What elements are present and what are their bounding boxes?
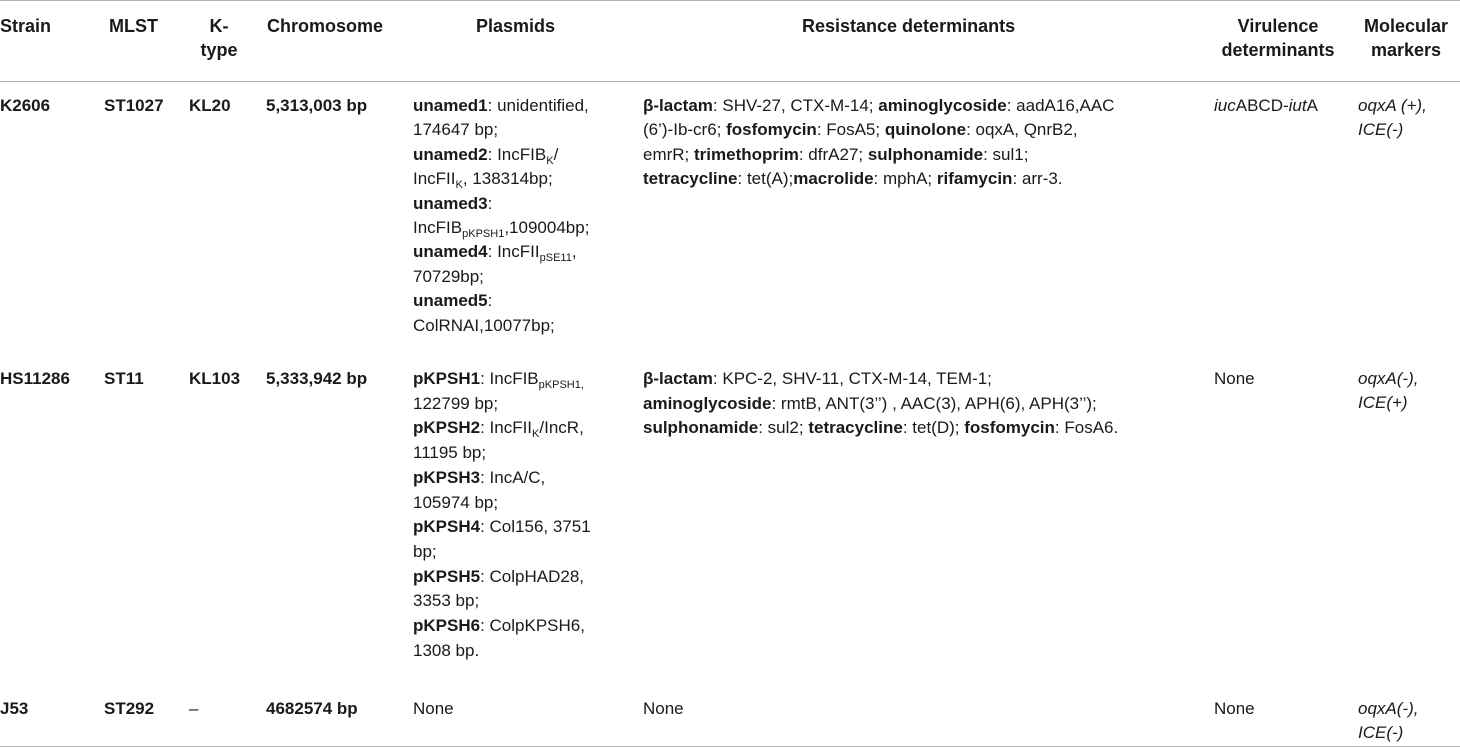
resistance-line <box>643 367 1118 392</box>
resistance-genes: : oqxA, QnrB2, <box>966 120 1078 140</box>
row1-chromosome: 5,313,003 bp <box>266 96 368 115</box>
resistance-genes: : SHV-27, CTX-M-14; <box>712 96 879 115</box>
plasmid-line: 122799 bp; <box>413 393 499 413</box>
row3-virulence: None <box>1214 699 1255 718</box>
header-resistance: Resistance determinants <box>802 16 1016 36</box>
plasmid-text: : IncFII <box>480 418 533 438</box>
plasmid-text: : IncFII <box>487 242 540 262</box>
virulence-gene: ABCD- <box>1235 96 1289 115</box>
row1-strain: K2606 <box>0 96 51 115</box>
marker-line: oqxA(-), <box>1358 699 1419 718</box>
header-molecular-line2: markers <box>1370 40 1442 60</box>
row2-plasmids <box>413 367 591 663</box>
resistance-genes: : FosA6. <box>1054 418 1119 437</box>
plasmid-line <box>413 367 591 392</box>
resistance-genes: : mphA; <box>873 169 937 189</box>
resistance-genes: : aadA16,AAC <box>1006 96 1115 115</box>
virulence-gene-italic: iut <box>1288 96 1307 115</box>
row2-chromosome: 5,333,942 bp <box>266 369 368 388</box>
plasmid-line <box>413 192 589 216</box>
plasmid-line <box>413 565 591 590</box>
plasmid-line <box>413 515 591 540</box>
plasmid-line: 105974 bp; <box>413 492 499 512</box>
resistance-genes: : FosA5; <box>816 120 885 140</box>
marker-line: oqxA(-), <box>1358 369 1419 388</box>
resistance-line <box>643 392 1118 417</box>
table-top-rule <box>0 0 1460 1</box>
plasmid-name: unamed5 <box>413 291 488 311</box>
marker-line: oqxA (+), <box>1358 96 1427 115</box>
row1-resistance <box>643 94 1114 192</box>
resistance-genes: : dfrA27; <box>798 144 868 164</box>
row2-markers <box>1358 367 1418 415</box>
header-ktype-line2: type <box>200 40 238 60</box>
plasmid-text: : ColpHAD28, <box>480 566 585 586</box>
resistance-genes: : tet(D); <box>902 418 965 437</box>
plasmid-line <box>413 614 591 639</box>
resistance-genes: : sul1; <box>983 144 1029 164</box>
resistance-genes: : rmtB, ANT(3’’) , AAC(3), APH(6), APH(3’’); <box>771 393 1097 413</box>
plasmid-subscript: pKPSH1, <box>538 379 584 391</box>
plasmid-name: pKPSH4 <box>413 517 481 537</box>
plasmid-line: ColRNAI,10077bp; <box>413 315 555 335</box>
plasmid-text: IncFII <box>413 169 456 189</box>
antibiotic-class: aminoglycoside <box>878 96 1007 115</box>
plasmid-text: , <box>571 242 577 262</box>
header-plasmids: Plasmids <box>476 16 556 36</box>
plasmid-line <box>413 289 589 313</box>
resistance-genes: : sul2; <box>758 418 809 437</box>
plasmid-line <box>413 466 591 491</box>
marker-line: ICE(+) <box>1358 393 1408 412</box>
resistance-line <box>643 143 1114 167</box>
plasmid-text: , 138314bp; <box>462 169 553 189</box>
plasmid-line: bp; <box>413 541 437 561</box>
row2-mlst: ST11 <box>104 369 144 388</box>
plasmid-subscript: K <box>532 428 540 441</box>
plasmid-text: /IncR, <box>539 418 584 438</box>
plasmid-line: 3353 bp; <box>413 591 480 611</box>
antibiotic-class: β-lactam <box>643 96 713 115</box>
antibiotic-class: aminoglycoside <box>643 393 772 413</box>
header-bottom-rule <box>0 81 1460 82</box>
plasmid-name: pKPSH3 <box>413 467 481 487</box>
row2-strain: HS11286 <box>0 369 70 388</box>
antibiotic-class: rifamycin <box>936 169 1013 189</box>
header-mlst: MLST <box>109 16 158 36</box>
virulence-gene-italic: iuc <box>1214 96 1236 115</box>
header-molecular <box>1358 14 1454 62</box>
antibiotic-class: sulphonamide <box>643 418 759 437</box>
header-virulence-line2: determinants <box>1221 40 1335 60</box>
plasmid-text: ,109004bp; <box>504 218 590 238</box>
row1-virulence <box>1214 94 1318 118</box>
antibiotic-class: fosfomycin <box>964 418 1055 437</box>
antibiotic-class: tetracycline <box>808 418 903 437</box>
plasmid-subscript: K <box>546 154 554 167</box>
row3-chromosome: 4682574 bp <box>266 699 358 718</box>
plasmid-text: : IncA/C, <box>480 467 546 487</box>
row1-plasmids <box>413 94 589 338</box>
resistance-genes: : KPC-2, SHV-11, CTX-M-14, TEM-1; <box>712 369 992 388</box>
antibiotic-class: β-lactam <box>643 369 713 388</box>
plasmid-name: pKPSH1 <box>413 369 481 388</box>
antibiotic-class: tetracycline <box>643 169 738 189</box>
antibiotic-class: macrolide <box>793 169 874 189</box>
row3-strain: J53 <box>0 699 29 718</box>
row3-mlst: ST292 <box>104 699 155 718</box>
virulence-gene: A <box>1306 96 1318 115</box>
row2-resistance <box>643 367 1118 441</box>
plasmid-line <box>413 416 591 441</box>
plasmid-text: / <box>553 144 559 164</box>
antibiotic-class: sulphonamide <box>867 144 984 164</box>
plasmid-name: unamed2 <box>413 144 488 164</box>
row1-ktype: KL20 <box>189 96 231 115</box>
plasmid-name: unamed4 <box>413 242 488 262</box>
plasmid-name: unamed1 <box>413 96 488 115</box>
row2-virulence: None <box>1214 369 1255 388</box>
marker-line: ICE(-) <box>1358 723 1404 742</box>
resistance-genes: (6’)-Ib-cr6; <box>643 120 727 140</box>
plasmid-line: 1308 bp. <box>413 640 480 660</box>
plasmid-text: : Col156, 3751 <box>480 517 591 537</box>
plasmid-subscript: pKPSH1 <box>462 228 505 241</box>
header-virulence <box>1212 14 1344 62</box>
row3-resistance: None <box>643 699 684 718</box>
marker-line: ICE(-) <box>1358 120 1404 139</box>
row1-mlst: ST1027 <box>104 96 164 115</box>
plasmid-line <box>413 94 589 118</box>
header-molecular-line1: Molecular <box>1363 16 1449 36</box>
antibiotic-class: trimethoprim <box>694 144 799 164</box>
resistance-genes: : tet(A); <box>737 169 794 189</box>
row1-markers <box>1358 94 1427 142</box>
plasmid-line <box>413 216 589 240</box>
plasmid-name: pKPSH6 <box>413 616 481 636</box>
plasmid-subscript: pSE11 <box>539 252 572 265</box>
row2-ktype: KL103 <box>189 369 241 388</box>
resistance-line <box>643 416 1118 441</box>
plasmid-line: 174647 bp; <box>413 120 499 140</box>
resistance-genes: emrR; <box>643 144 694 164</box>
header-ktype <box>195 14 243 62</box>
header-ktype-line1: K- <box>209 16 229 36</box>
header-virulence-line1: Virulence <box>1237 16 1319 36</box>
plasmid-subscript: K <box>455 179 463 192</box>
plasmid-name: pKPSH2 <box>413 418 481 438</box>
plasmid-text: : unidentified, <box>487 96 589 115</box>
resistance-line <box>643 118 1114 142</box>
row3-markers <box>1358 697 1418 745</box>
resistance-line <box>643 94 1114 118</box>
header-chromosome: Chromosome <box>267 16 384 36</box>
plasmid-text: IncFIB <box>413 218 463 238</box>
plasmid-line: 11195 bp; <box>413 443 487 463</box>
plasmid-text: : <box>487 193 493 213</box>
resistance-line <box>643 167 1114 191</box>
plasmid-text: : IncFIB <box>487 144 547 164</box>
plasmid-line <box>413 240 589 264</box>
header-strain: Strain <box>0 16 52 36</box>
plasmid-name: unamed3 <box>413 193 488 213</box>
row3-ktype: – <box>189 699 199 718</box>
plasmid-name: pKPSH5 <box>413 566 481 586</box>
row3-plasmids: None <box>413 699 454 718</box>
plasmid-text: : ColpKPSH6, <box>480 616 585 636</box>
plasmid-line: 70729bp; <box>413 266 484 286</box>
plasmid-line <box>413 143 589 167</box>
antibiotic-class: quinolone <box>884 120 967 140</box>
plasmid-text: : <box>487 291 493 311</box>
resistance-genes: : arr-3. <box>1012 169 1063 189</box>
plasmid-text: : IncFIB <box>480 369 539 388</box>
antibiotic-class: fosfomycin <box>726 120 817 140</box>
plasmid-line <box>413 167 589 191</box>
